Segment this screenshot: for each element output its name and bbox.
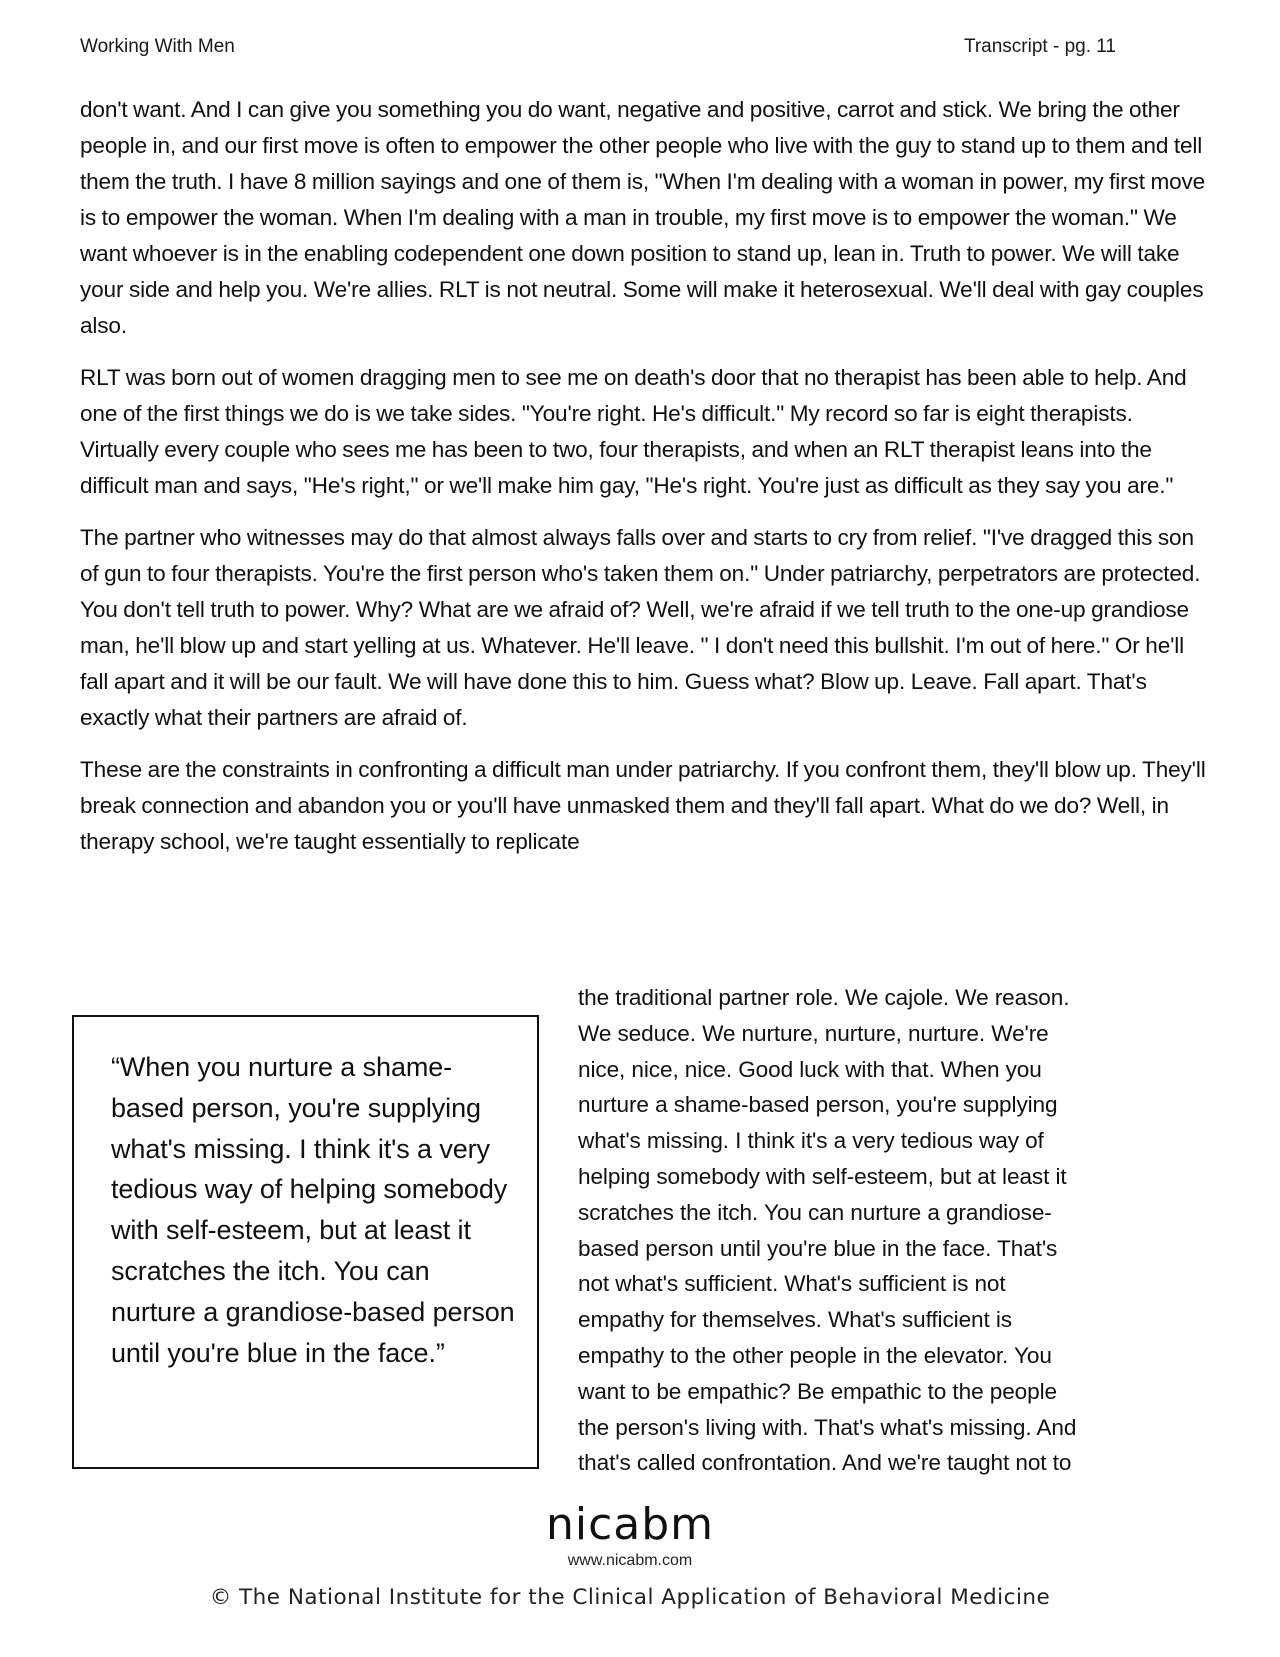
text-line: the person's living with. That's what's missing. And [578, 1414, 1077, 1440]
nicabm-logo: nicabm [545, 1499, 715, 1550]
website-url: www.nicabm.com [567, 1552, 693, 1569]
text-line: nurture a shame-based person, you're supplying [578, 1092, 1058, 1118]
transcript-body [80, 92, 1210, 876]
paragraph: RLT was born out of women dragging men to see me on death's door that no therapist has been able to help. And one of the first things we do is we take sides. "You're right. He's difficult." My record so far is eight therapists. Virtually every couple who sees me has been to two, four therapists, and when an RLT therapist leans into the difficult man and says, "He's right," or we'll make him gay, "He's right. You're just as difficult as they say you are." [80, 365, 1187, 498]
text-line: not what's sufficient. What's sufficient is not [578, 1271, 1006, 1297]
two-column-section [72, 980, 1212, 1480]
text-line: scratches the itch. You can nurture a grandiose- [578, 1199, 1052, 1225]
text-line: want to be empathic? Be empathic to the people [578, 1378, 1057, 1404]
paragraph: The partner who witnesses may do that almost always falls over and starts to cry from relief. "I've dragged this son of gun to four therapists. You're the first person who's taken them on." Under patriarchy, perpetrators are protected. You don't tell truth to power. Why? What are we afraid of? Well, we're afraid if we tell truth to the one-up grandiose man, he'll blow up and start yelling at us. Whatever. He'll leave. " I don't need this bullshit. I'm out of here." Or he'll fall apart and it will be our fault. We will have done this to him. Guess what? Blow up. Leave. Fall apart. That's exactly what their partners are afraid of. [80, 525, 1201, 730]
page-header [80, 36, 1200, 64]
paragraph: don't want. And I can give you something you do want, negative and positive, carrot and stick. We bring the other people in, and our first move is often to empower the other people who live with the guy to stand up to them and tell them the truth. I have 8 million sayings and one of them is, "When I'm dealing with a woman in power, my first move is to empower the woman. When I'm dealing with a man in trouble, my first move is to empower the woman." We want whoever is in the enabling codependent one down position to stand up, lean in. Truth to power. We will take your side and help you. We're allies. RLT is not neutral. Some will make it heterosexual. We'll deal with gay couples also. [80, 97, 1206, 338]
pull-quote-text: “When you nurture a shame-based person, you're supplying what's missing. I think it's a very tedious way of helping somebody with self-esteem, but at least it scratches the itch. You can nurture a grandiose-based person until you're blue in the face.” [111, 1052, 515, 1368]
text-line: that's called confrontation. And we're taught not to [578, 1450, 1072, 1476]
text-line: based person until you're blue in the face. That's [578, 1235, 1058, 1261]
document-title: Working With Men [80, 36, 235, 57]
copyright-notice: © The National Institute for the Clinical Application of Behavioral Medicine [209, 1585, 1051, 1610]
right-column-text [578, 980, 1198, 1481]
text-line: empathy for themselves. What's sufficient is [578, 1307, 1012, 1333]
text-line: the traditional partner role. We cajole. We reason. [578, 985, 1070, 1010]
text-line: what's missing. I think it's a very tedious way of [578, 1128, 1044, 1154]
text-line: empathy to the other people in the elevator. You [578, 1342, 1052, 1368]
text-line: helping somebody with self-esteem, but at least it [578, 1163, 1067, 1189]
page-number-label: Transcript - pg. 11 [963, 36, 1116, 57]
paragraph: These are the constraints in confronting a difficult man under patriarchy. If you confront them, they'll blow up. They'll break connection and abandon you or you'll have unmasked them and they'll fall apart. What do we do? Well, in therapy school, we're taught essentially to replicate [80, 757, 1206, 854]
text-line: We seduce. We nurture, nurture, nurture. We're [578, 1020, 1049, 1046]
page-footer [0, 1500, 1280, 1612]
pull-quote-box [72, 1015, 539, 1469]
text-line: nice, nice, nice. Good luck with that. When you [578, 1056, 1042, 1082]
